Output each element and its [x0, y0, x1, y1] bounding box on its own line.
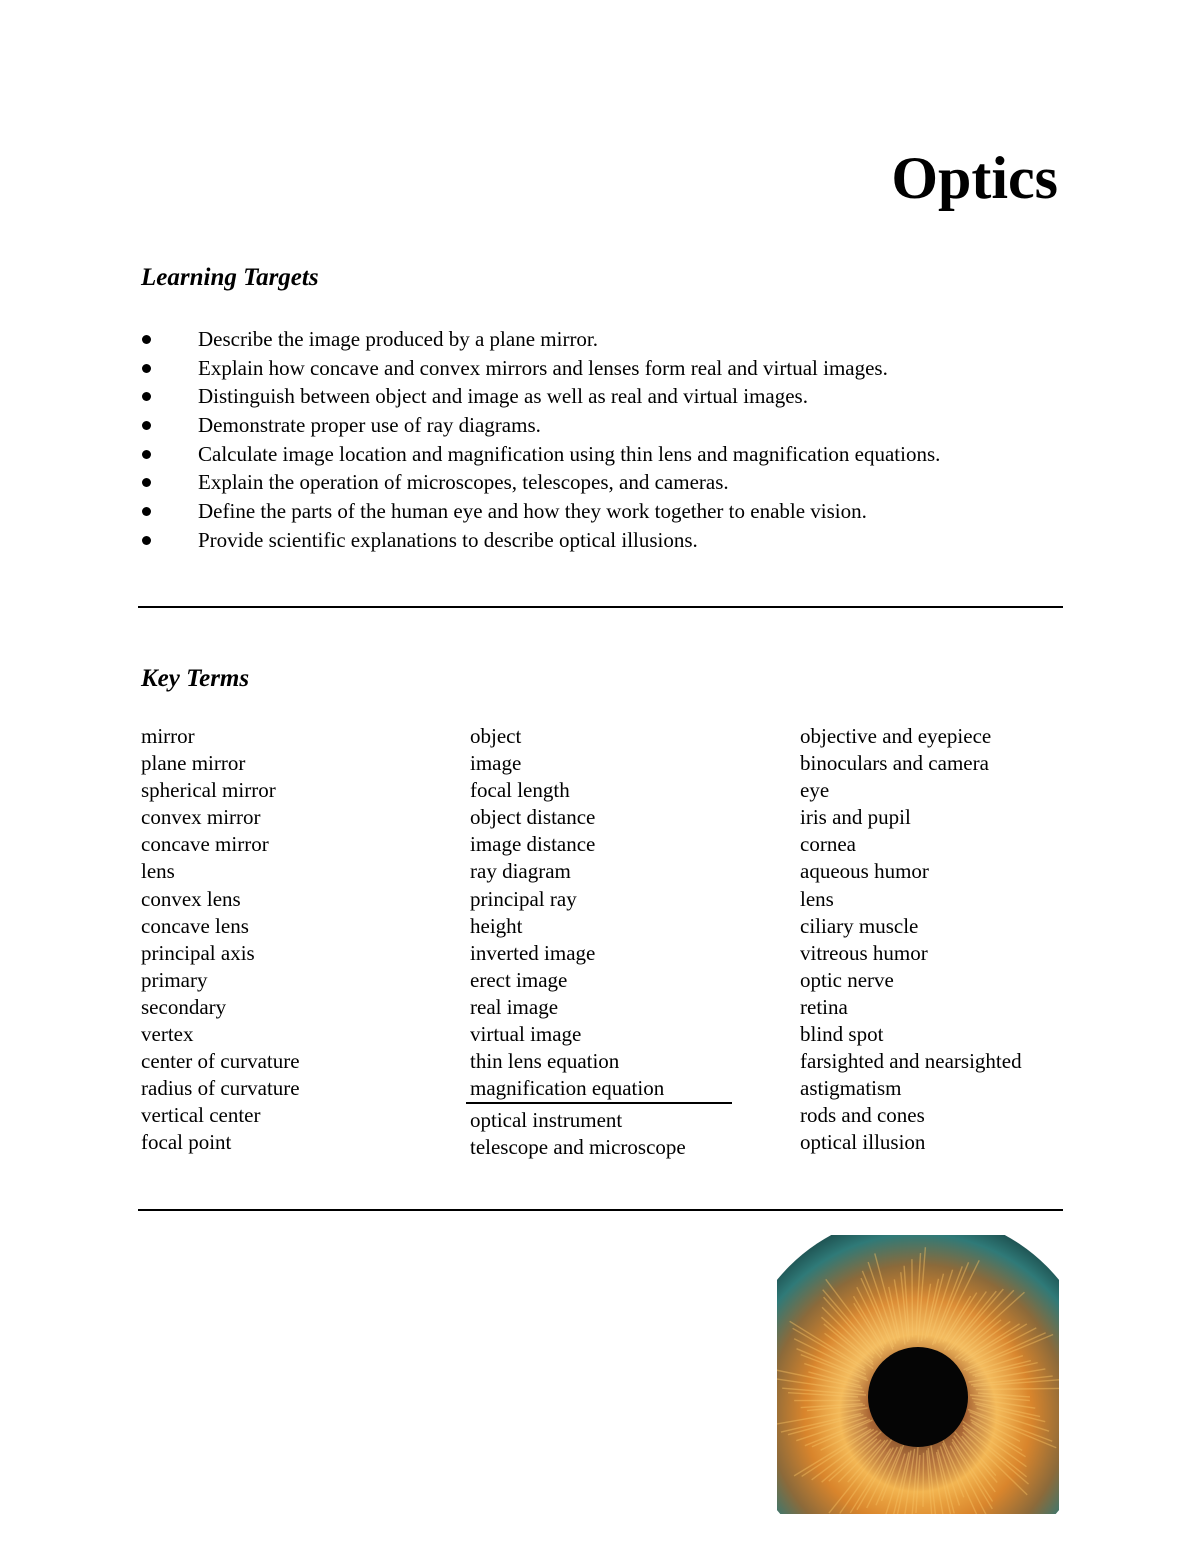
bullet-icon — [142, 507, 151, 516]
key-term: vitreous humor — [800, 940, 928, 965]
learning-target-text: Explain the operation of microscopes, telescopes, and cameras. — [198, 470, 729, 495]
eye-iris-icon — [777, 1235, 1059, 1514]
key-term: binoculars and camera — [800, 751, 989, 776]
learning-target-text: Describe the image produced by a plane mirror. — [198, 327, 599, 351]
key-term: rods and cones — [800, 1103, 925, 1128]
learning-target-item — [141, 354, 1071, 383]
key-term: concave lens — [141, 913, 249, 938]
bullet-icon — [142, 536, 151, 545]
bullet-icon — [142, 392, 151, 401]
key-term: principal axis — [141, 940, 255, 965]
key-term: blind spot — [800, 1022, 884, 1047]
key-term: secondary — [141, 994, 227, 1019]
key-term: height — [470, 913, 523, 938]
key-term: plane mirror — [141, 751, 246, 776]
key-term: vertical center — [141, 1103, 261, 1128]
key-term: telescope and microscope — [470, 1135, 686, 1160]
key-term: spherical mirror — [141, 778, 276, 803]
key-terms-column-1 — [141, 723, 300, 1157]
key-term: radius of curvature — [141, 1076, 300, 1101]
learning-target-item — [141, 497, 1071, 526]
section-divider — [138, 1209, 1063, 1211]
learning-target-text: Distinguish between object and image as well as real and virtual images. — [198, 384, 808, 409]
bullet-icon — [142, 478, 151, 487]
eye-iris-photo — [777, 1235, 1059, 1514]
pupil-icon — [868, 1347, 968, 1447]
learning-target-item — [141, 411, 1071, 440]
key-term: objective and eyepiece — [800, 724, 992, 748]
learning-target-text: Demonstrate proper use of ray diagrams. — [198, 413, 541, 438]
bullet-icon — [142, 364, 151, 373]
learning-target-text: Calculate image location and magnification using thin lens and magnification equations. — [198, 441, 941, 466]
key-term: erect image — [470, 967, 568, 992]
learning-target-text: Define the parts of the human eye and how they work together to enable vision. — [198, 499, 867, 524]
key-term: ray diagram — [470, 859, 571, 884]
key-term: vertex — [141, 1022, 194, 1047]
key-term: iris and pupil — [800, 805, 911, 830]
key-term: focal length — [470, 778, 570, 803]
key-terms-heading: Key Terms — [141, 665, 250, 692]
learning-targets-list — [141, 325, 1071, 555]
key-term: convex lens — [141, 886, 241, 911]
key-terms-column-2-continued — [470, 1107, 686, 1161]
learning-target-item — [141, 440, 1071, 469]
key-term: image — [470, 751, 522, 776]
key-term: object distance — [470, 805, 596, 830]
key-term: primary — [141, 967, 208, 992]
page-title: Optics — [891, 145, 1058, 211]
key-term: object — [470, 724, 522, 748]
key-term: concave mirror — [141, 832, 269, 857]
column-divider — [466, 1102, 732, 1104]
key-term: convex mirror — [141, 805, 261, 830]
key-term: thin lens equation — [470, 1049, 620, 1074]
key-term: center of curvature — [141, 1049, 300, 1074]
bullet-icon — [142, 450, 151, 459]
bullet-icon — [142, 335, 151, 344]
section-divider — [138, 606, 1063, 608]
learning-target-item — [141, 468, 1071, 497]
key-term: virtual image — [470, 1022, 582, 1047]
key-term: optical instrument — [470, 1108, 623, 1132]
learning-target-item — [141, 325, 1071, 354]
key-term: cornea — [800, 832, 856, 857]
key-term: aqueous humor — [800, 859, 929, 884]
key-term: lens — [800, 886, 834, 911]
learning-target-text: Explain how concave and convex mirrors and lenses form real and virtual images. — [198, 355, 888, 380]
key-term: real image — [470, 994, 559, 1019]
key-term: inverted image — [470, 940, 596, 965]
learning-targets-heading: Learning Targets — [141, 264, 319, 291]
learning-target-item — [141, 526, 1071, 555]
learning-target-item — [141, 382, 1071, 411]
key-term: optical illusion — [800, 1130, 926, 1155]
key-terms-column-3 — [800, 723, 1022, 1157]
key-term: image distance — [470, 832, 596, 857]
key-term: retina — [800, 994, 848, 1019]
key-term: optic nerve — [800, 967, 894, 992]
key-term: ciliary muscle — [800, 913, 919, 938]
key-term: lens — [141, 859, 175, 884]
bullet-icon — [142, 421, 151, 430]
key-term: farsighted and nearsighted — [800, 1049, 1022, 1074]
key-term: mirror — [141, 724, 195, 748]
key-term: astigmatism — [800, 1076, 902, 1101]
key-terms-column-2 — [470, 723, 664, 1102]
key-term: principal ray — [470, 886, 577, 911]
key-term: focal point — [141, 1130, 232, 1155]
key-term: magnification equation — [470, 1076, 665, 1101]
learning-target-text: Provide scientific explanations to describe optical illusions. — [198, 527, 698, 552]
key-term: eye — [800, 778, 830, 803]
